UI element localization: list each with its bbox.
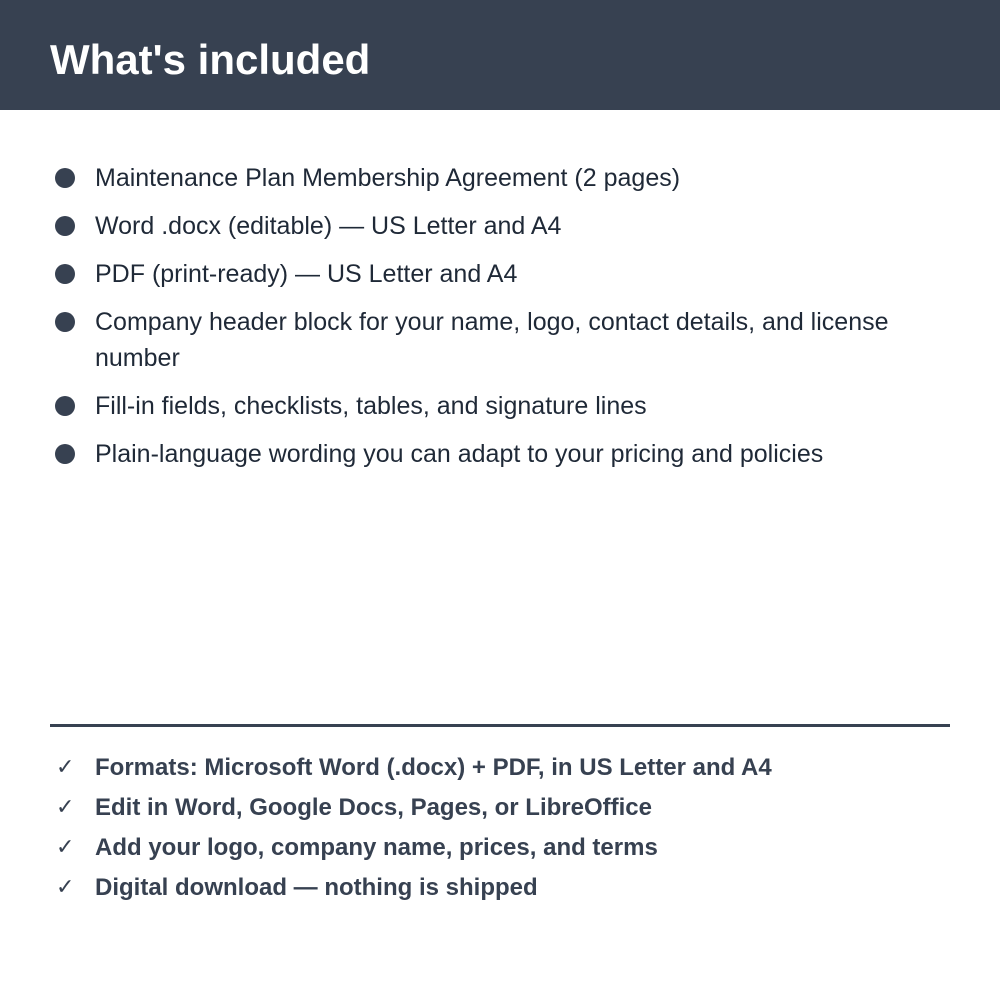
list-item-text: Maintenance Plan Membership Agreement (2 pages) — [95, 164, 681, 192]
page-title: What's included — [50, 36, 371, 83]
list-item — [50, 208, 920, 244]
included-list — [50, 160, 920, 484]
check-icon: ✓ — [56, 795, 75, 820]
list-item-text: Plain-language wording you can adapt to your pricing and policies — [95, 440, 824, 468]
check-icon: ✓ — [56, 875, 75, 900]
section-divider — [50, 724, 950, 727]
check-icon: ✓ — [56, 755, 75, 780]
feature-text: Add your logo, company name, prices, and terms — [95, 834, 658, 861]
list-item — [50, 388, 920, 424]
feature-text: Formats: Microsoft Word (.docx) + PDF, in US Letter and A4 — [95, 754, 772, 781]
list-item-text: PDF (print-ready) — US Letter and A4 — [95, 260, 518, 288]
bullet-icon — [55, 264, 75, 284]
list-item — [50, 256, 920, 292]
feature-item — [50, 870, 950, 906]
list-item — [50, 436, 920, 472]
features-list — [50, 750, 950, 910]
list-item-text: Word .docx (editable) — US Letter and A4 — [95, 212, 562, 240]
list-item — [50, 304, 920, 376]
feature-item — [50, 830, 950, 866]
bullet-icon — [55, 168, 75, 188]
feature-item — [50, 790, 950, 826]
header-banner — [0, 0, 1000, 110]
list-item-text: Fill-in fields, checklists, tables, and signature lines — [95, 392, 647, 420]
feature-text: Edit in Word, Google Docs, Pages, or LibreOffice — [95, 794, 652, 821]
bullet-icon — [55, 396, 75, 416]
feature-item — [50, 750, 950, 786]
check-icon: ✓ — [56, 835, 75, 860]
list-item-text: Company header block for your name, logo, contact details, and license number — [95, 308, 889, 372]
feature-text: Digital download — nothing is shipped — [95, 874, 538, 901]
bullet-icon — [55, 216, 75, 236]
bullet-icon — [55, 444, 75, 464]
bullet-icon — [55, 312, 75, 332]
list-item — [50, 160, 920, 196]
